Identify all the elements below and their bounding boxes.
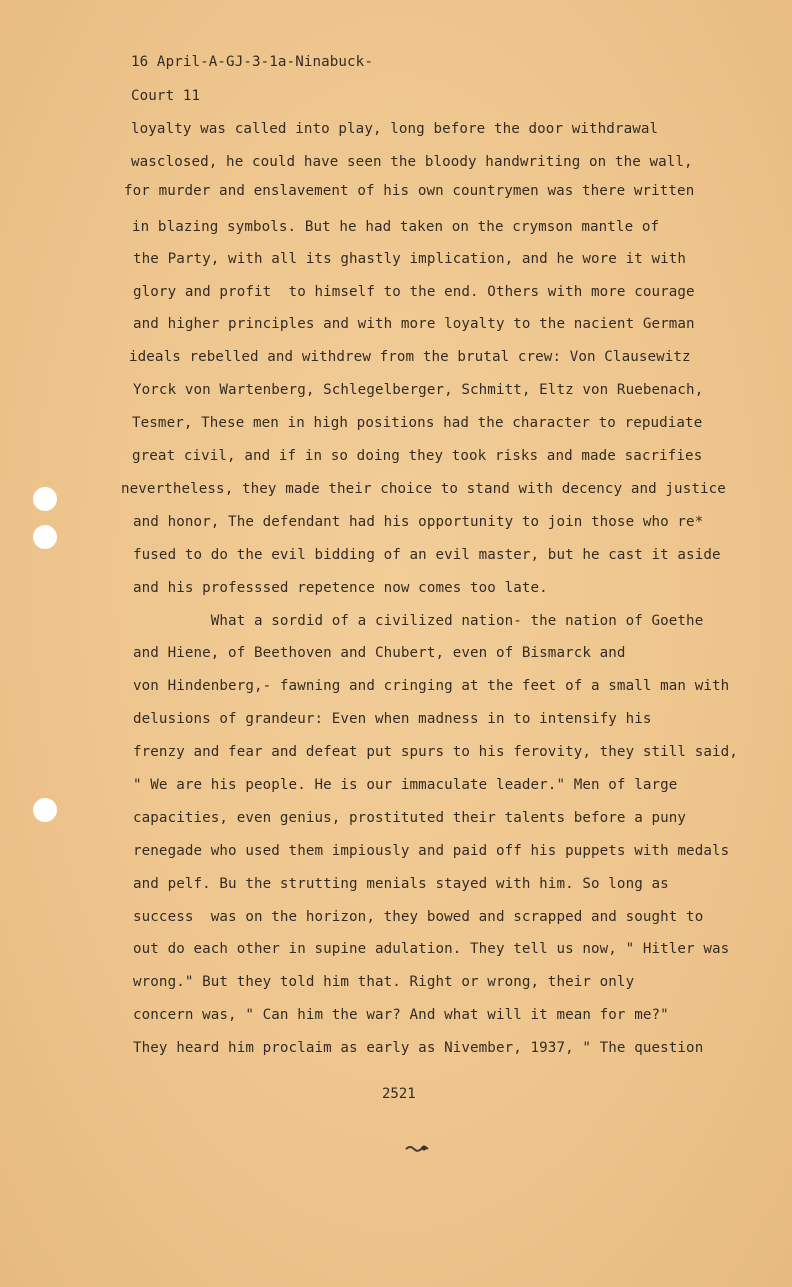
text-line: and higher principles and with more loyalty to the nacient German	[133, 316, 695, 332]
header-ref: 16 April-A-GJ-3-1a-Ninabuck-	[131, 54, 373, 70]
text-line: success was on the horizon, they bowed and scrapped and sought to	[133, 909, 704, 925]
text-line: great civil, and if in so doing they took risks and made sacrifies	[132, 448, 703, 464]
text-line: ideals rebelled and withdrew from the brutal crew: Von Clausewitz	[129, 349, 691, 365]
text-line: and honor, The defendant had his opportunity to join those who re*	[133, 514, 704, 530]
text-line: capacities, even genius, prostituted their talents before a puny	[133, 810, 687, 826]
text-line: What a sordid of a civilized nation- the nation of Goethe	[133, 613, 704, 629]
text-line: " We are his people. He is our immaculate leader." Men of large	[133, 777, 678, 793]
text-line: concern was, " Can him the war? And what will it mean for me?"	[133, 1007, 669, 1023]
text-line: and pelf. Bu the strutting menials stayed with him. So long as	[133, 876, 669, 892]
header-court: Court 11	[131, 88, 201, 104]
page-number: 2521	[382, 1086, 416, 1102]
punch-hole-top	[33, 487, 57, 511]
text-line: nevertheless, they made their choice to stand with decency and justice	[121, 481, 726, 497]
text-line: in blazing symbols. But he had taken on the crymson mantle of	[132, 219, 660, 235]
text-line: frenzy and fear and defeat put spurs to his ferovity, they still said,	[133, 744, 738, 760]
ink-smudge-mark	[404, 1143, 430, 1153]
text-line: delusions of grandeur: Even when madness in to intensify his	[133, 711, 652, 727]
text-line: for murder and enslavement of his own countrymen was there written	[124, 183, 695, 199]
text-line: renegade who used them impiously and paid off his puppets with medals	[133, 843, 730, 859]
text-line: and Hiene, of Beethoven and Chubert, even of Bismarck and	[133, 645, 626, 661]
text-line: Tesmer, These men in high positions had the character to repudiate	[132, 415, 703, 431]
text-line: von Hindenberg,- fawning and cringing at the feet of a small man with	[133, 678, 730, 694]
text-line: loyalty was called into play, long before the door withdrawal	[131, 121, 659, 137]
text-line: glory and profit to himself to the end. Others with more courage	[133, 284, 695, 300]
text-line: the Party, with all its ghastly implication, and he wore it with	[133, 251, 687, 267]
text-line: out do each other in supine adulation. They tell us now, " Hitler was	[133, 941, 730, 957]
text-line: They heard him proclaim as early as Nivember, 1937, " The question	[133, 1040, 704, 1056]
text-line: and his professsed repetence now comes too late.	[133, 580, 548, 596]
text-line: Yorck von Wartenberg, Schlegelberger, Schmitt, Eltz von Ruebenach,	[133, 382, 704, 398]
text-line: wrong." But they told him that. Right or wrong, their only	[133, 974, 635, 990]
punch-hole-middle	[33, 525, 57, 549]
punch-hole-bottom	[33, 798, 57, 822]
text-line: wasclosed, he could have seen the bloody handwriting on the wall,	[131, 154, 693, 170]
text-line: fused to do the evil bidding of an evil master, but he cast it aside	[133, 547, 721, 563]
